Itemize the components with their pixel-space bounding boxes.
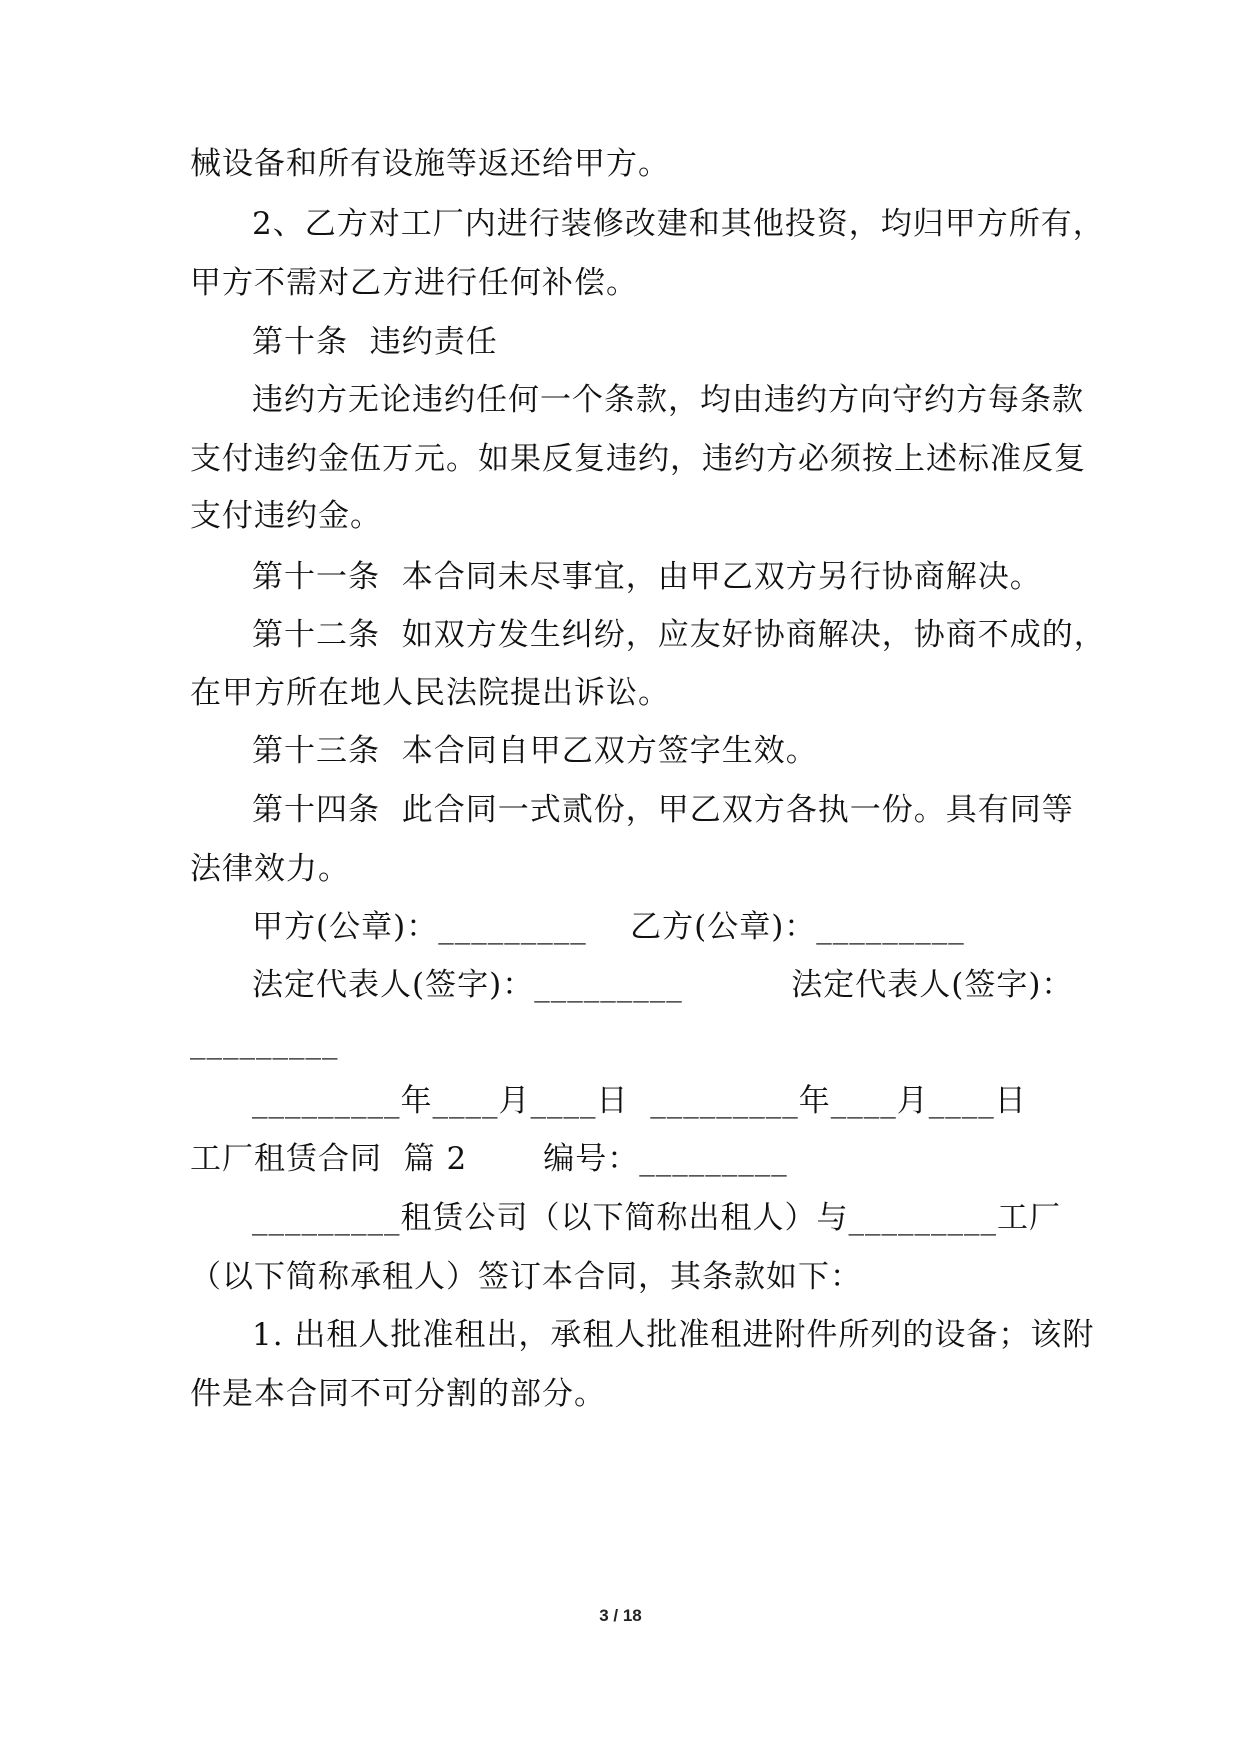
paragraph-line: 件是本合同不可分割的部分。 [190,1376,606,1412]
paragraph-line: 在甲方所在地人民法院提出诉讼。 [190,675,670,711]
section-heading: 第十条 违约责任 [252,324,498,360]
contract-title-line: 工厂租赁合同 篇 2 编号：_________ [190,1141,788,1177]
paragraph-line: 支付违约金。 [190,498,382,534]
date-line: _________年____月____日 _________年____月____日 [252,1083,1027,1119]
paragraph-line: 法律效力。 [190,851,350,887]
signature-line: 法定代表人(签字)：_________ 法定代表人(签字)： [252,967,1074,1003]
paragraph-line: 第十二条 如双方发生纠纷，应友好协商解决，协商不成的， [252,617,1106,653]
paragraph-line: （以下简称承租人）签订本合同，其条款如下： [190,1259,862,1295]
paragraph-line: 2、乙方对工厂内进行装修改建和其他投资，均归甲方所有， [252,206,1105,242]
paragraph-line: 第十四条 此合同一式贰份，甲乙双方各执一份。具有同等 [252,792,1074,828]
paragraph-line: 违约方无论违约任何一个条款，均由违约方向守约方每条款 [252,382,1084,418]
paragraph-line: 械设备和所有设施等返还给甲方。 [190,146,670,182]
page-number: 3 / 18 [599,1606,642,1625]
paragraph-line: 第十三条 本合同自甲乙双方签字生效。 [252,733,818,769]
paragraph-line: 甲方不需对乙方进行任何补偿。 [190,265,638,301]
paragraph-line: 第十一条 本合同未尽事宜，由甲乙双方另行协商解决。 [252,559,1042,595]
paragraph-line: 1. 出租人批准租出，承租人批准租进附件所列的设备；该附 [252,1317,1095,1353]
paragraph-line: 支付违约金伍万元。如果反复违约，违约方必须按上述标准反复 [190,441,1086,477]
paragraph-line: _________租赁公司（以下简称出租人）与_________工厂 [252,1200,1061,1236]
signature-blank: _________ [190,1024,339,1060]
signature-line: 甲方(公章)：_________ 乙方(公章)：_________ [252,909,965,945]
